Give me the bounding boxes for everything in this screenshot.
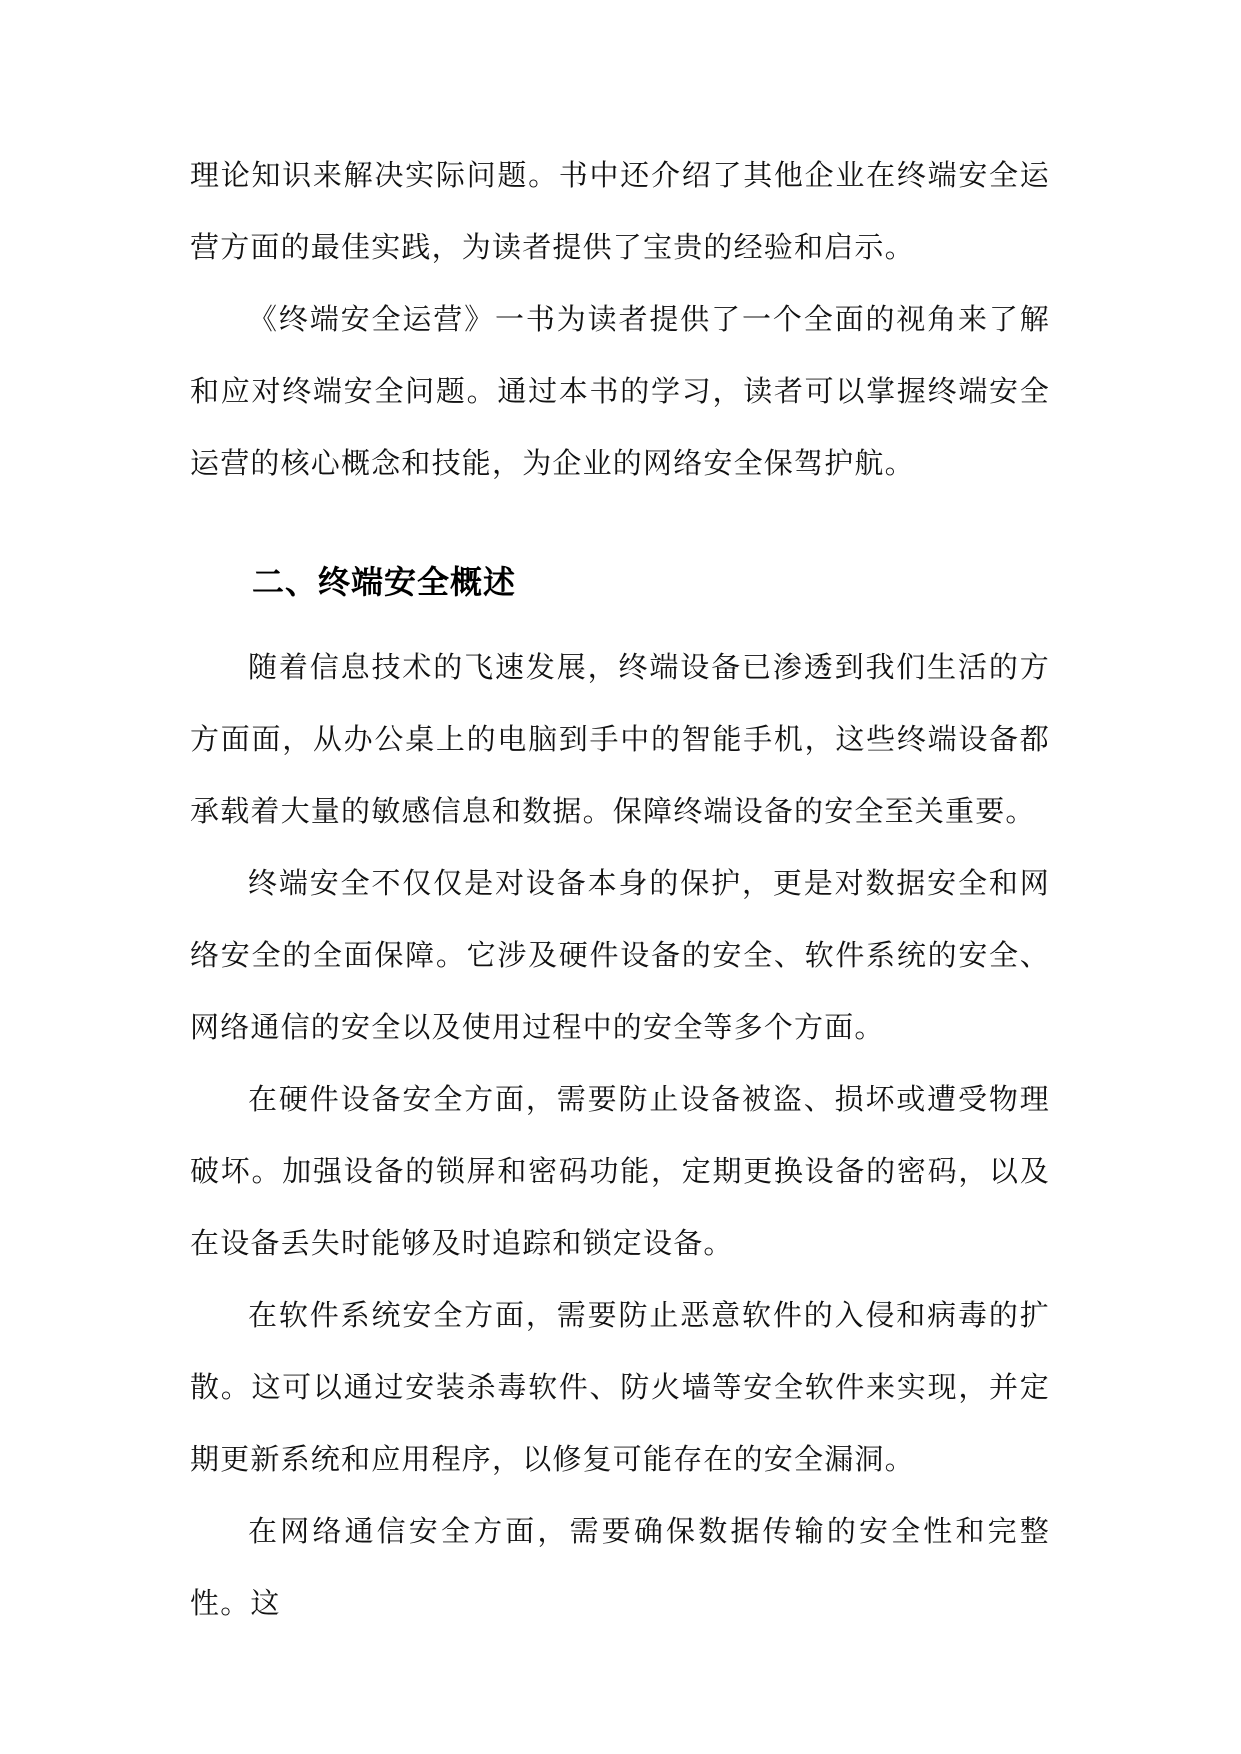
paragraph-hardware-security: 在硬件设备安全方面，需要防止设备被盗、损坏或遭受物理破坏。加强设备的锁屏和密码功能，定期更换设备的密码，以及在设备丢失时能够及时追踪和锁定设备。 (190, 1082, 1050, 1260)
section-heading: 二、终端安全概述 (252, 563, 517, 601)
paragraph-software-security: 在软件系统安全方面，需要防止恶意软件的入侵和病毒的扩散。这可以通过安装杀毒软件、防火墙等安全软件来实现，并定期更新系统和应用程序，以修复可能存在的安全漏洞。 (190, 1298, 1050, 1476)
paragraph-intro: 随着信息技术的飞速发展，终端设备已渗透到我们生活的方方面面，从办公桌上的电脑到手中的智能手机，这些终端设备都承载着大量的敏感信息和数据。保障终端设备的安全至关重要。 (190, 650, 1050, 828)
paragraph-scope: 终端安全不仅仅是对设备本身的保护，更是对数据安全和网络安全的全面保障。它涉及硬件设备的安全、软件系统的安全、网络通信的安全以及使用过程中的安全等多个方面。 (190, 866, 1050, 1044)
paragraph-book-summary: 《终端安全运营》一书为读者提供了一个全面的视角来了解和应对终端安全问题。通过本书的学习，读者可以掌握终端安全运营的核心概念和技能，为企业的网络安全保驾护航。 (190, 302, 1050, 480)
paragraph-continuation: 理论知识来解决实际问题。书中还介绍了其他企业在终端安全运营方面的最佳实践，为读者提供了宝贵的经验和启示。 (190, 158, 1050, 264)
paragraph-network-security: 在网络通信安全方面，需要确保数据传输的安全性和完整性。这 (190, 1514, 1050, 1620)
